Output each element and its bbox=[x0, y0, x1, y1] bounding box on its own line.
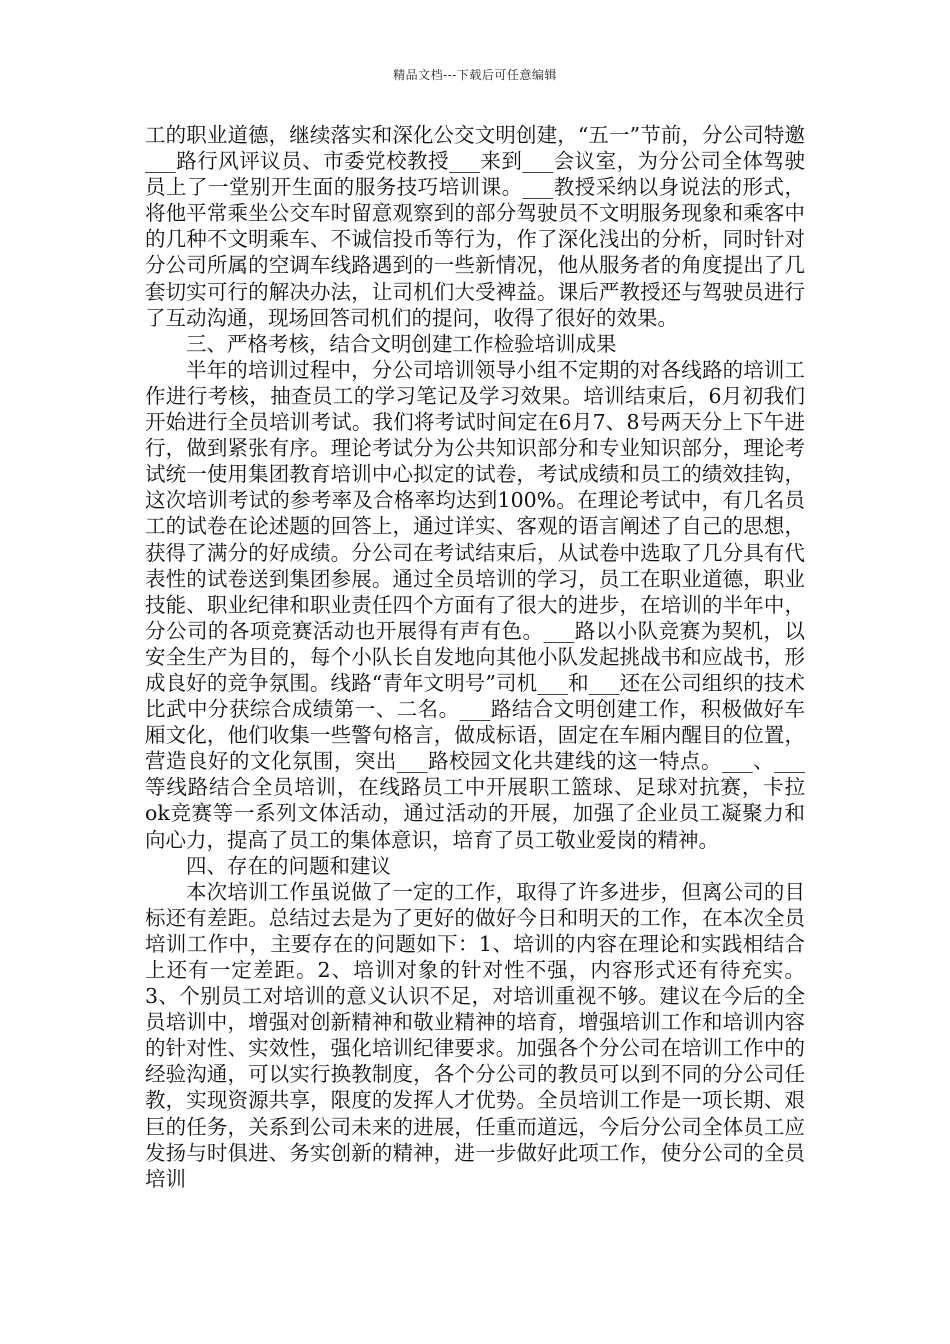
section-heading-3: 三、严格考核，结合文明创建工作检验培训成果 bbox=[186, 331, 617, 356]
section-heading-4: 四、存在的问题和建议 bbox=[186, 853, 391, 878]
page-header: 精品文档---下载后可任意编辑 bbox=[393, 68, 557, 82]
paragraph-assessment: 半年的培训过程中，分公司培训领导小组不定期的对各线路的培训工作进行考核，抽查员工的学习笔记及学习效果。培训结束后，6月初我们开始进行全员培训考试。我们将考试时间定在6月7、8号两天分上下午进行，做到紧张有序。理论考试分为公共知识部分和专业知识部分，理论考试统一使用集团教育培训中心拟定的试卷，考试成绩和员工的绩效挂钩，这次培训考试的参考率及合格率均达到100%。在理论考试中，有几名员工的试卷在论述题的回答上，通过详实、客观的语言阐述了自己的思想，获得了满分的好成绩。分公司在考试结束后，从试卷中选取了几分具有代表性的试卷送到集团参展。通过全员培训的学习，员工在职业道德，职业技能、职业纪律和职业责任四个方面有了很大的进步，在培训的半年中，分公司的各项竞赛活动也开展得有声有色。___路以小队竞赛为契机，以安全生产为目的，每个小队长自发地向其他小队发起挑战书和应战书，形成良好的竞争氛围。线路“青年文明号”司机___和___还在公司组织的技术比武中分获综合成绩第一、二名。___路结合文明创建工作，积极做好车厢文化，他们收集一些警句格言，做成标语，固定在车厢内醒目的位置，营造良好的文化氛围，突出___路校园文化共建线的这一特点。___、___等线路结合全员培训，在线路员工中开展职工篮球、足球对抗赛，卡拉ok竞赛等一系列文体活动，通过活动的开展，加强了企业员工凝聚力和向心力，提高了员工的集体意识，培育了员工敬业爱岗的精神。 bbox=[145, 357, 805, 852]
paragraph-problems: 本次培训工作虽说做了一定的工作，取得了许多进步，但离公司的目标还有差距。总结过去是为了更好的做好今日和明天的工作，在本次全员培训工作中，主要存在的问题如下：1、培训的内容在理论和实践相结合上还有一定差距。2、培训对象的针对性不强，内容形式还有待充实。3、个别员工对培训的意义认识不足，对培训重视不够。建议在今后的全员培训中，增强对创新精神和敬业精神的培育，增强培训工作和培训内容的针对性、实效性，强化培训纪律要求。加强各个分公司在培训工作中的经验沟通，可以实行换教制度，各个分公司的教员可以到不同的分公司任教，实现资源共享，限度的发挥人才优势。全员培训工作是一项长期、艰巨的任务，关系到公司未来的进展，任重而道远，今后分公司全体员工应发扬与时俱进、务实创新的精神，进一步做好此项工作，使分公司的全员培训 bbox=[145, 879, 805, 1191]
document-body bbox=[145, 122, 805, 1192]
paragraph-continuation: 工的职业道德，继续落实和深化公交文明创建，“五一”节前，分公司特邀___路行风评议员、市委党校教授___来到___会议室，为分公司全体驾驶员上了一堂别开生面的服务技巧培训课。___教授采纳以身说法的形式，将他平常乘坐公交车时留意观察到的部分驾驶员不文明服务现象和乘客中的几种不文明乘车、不诚信投币等行为，作了深化浅出的分析，同时针对分公司所属的空调车线路遇到的一些新情况，他从服务者的角度提出了几套切实可行的解决办法，让司机们大受裨益。课后严教授还与驾驶员进行了互动沟通，现场回答司机们的提问，收得了很好的效果。 bbox=[145, 123, 805, 330]
